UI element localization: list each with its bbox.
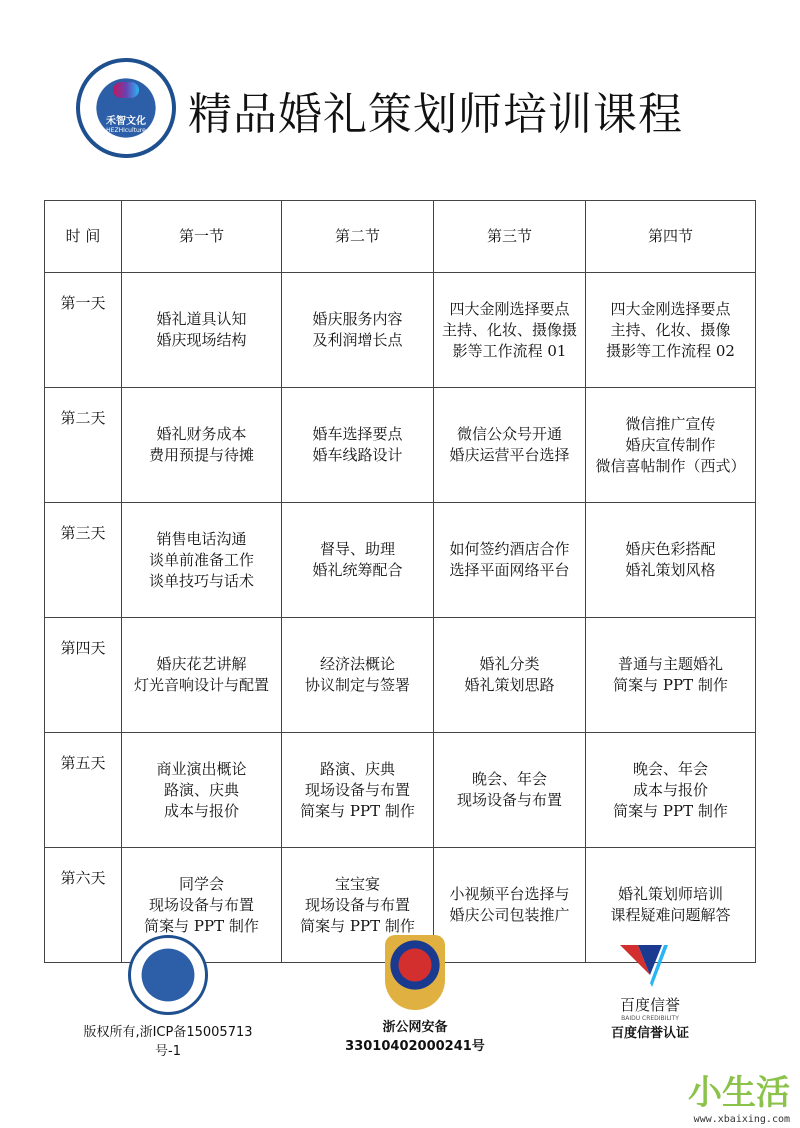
column-header: 时 间 — [45, 201, 122, 273]
session-line: 现场设备与布置 — [148, 895, 254, 914]
session-line: 婚庆色彩搭配 — [625, 540, 716, 558]
session-line: 费用预提与待摊 — [148, 446, 254, 464]
footer-copyright — [78, 935, 258, 1059]
session-line: 现场设备与布置 — [456, 791, 562, 809]
session-cell — [122, 388, 282, 503]
session-line: 课程疑难问题解答 — [610, 906, 731, 924]
session-line: 摄影等工作流程 02 — [606, 341, 735, 360]
session-line: 婚礼分类 — [479, 655, 540, 673]
session-line: 简案与 PPT 制作 — [613, 801, 728, 820]
session-line: 谈单技巧与话术 — [148, 571, 254, 590]
session-line: 小视频平台选择与 — [449, 885, 570, 903]
baidu-logo-en: BAIDU CREDIBILITY — [621, 1015, 679, 1022]
table-row — [45, 733, 756, 848]
session-cell — [282, 388, 434, 503]
company-badge-icon — [128, 935, 208, 1015]
session-line: 婚庆现场结构 — [156, 331, 247, 349]
session-cell — [586, 733, 756, 848]
session-line: 晚会、年会 — [632, 759, 708, 778]
session-line: 晚会、年会 — [471, 770, 547, 788]
session-line: 婚庆服务内容 — [312, 310, 403, 328]
session-cell — [122, 618, 282, 733]
session-line: 及利润增长点 — [312, 331, 403, 349]
session-line: 婚车线路设计 — [312, 446, 403, 464]
copyright-text: 版权所有,浙ICP备15005713号-1 — [83, 1025, 253, 1059]
baidu-credibility-icon — [620, 945, 680, 990]
session-line: 简案与 PPT 制作 — [144, 916, 259, 935]
session-line: 路演、庆典 — [319, 759, 395, 778]
session-line: 谈单前准备工作 — [148, 550, 254, 569]
session-line: 现场设备与布置 — [304, 780, 410, 799]
session-line: 四大金刚选择要点 — [449, 299, 570, 318]
session-line: 成本与报价 — [632, 780, 708, 799]
column-header: 第四节 — [586, 201, 756, 273]
session-cell — [282, 618, 434, 733]
session-line: 婚庆运营平台选择 — [449, 446, 570, 464]
watermark-url: www.xbaixing.com — [693, 1114, 790, 1125]
session-line: 主持、化妆、摄像摄 — [441, 320, 577, 339]
session-line: 主持、化妆、摄像 — [610, 320, 731, 339]
session-line: 商业演出概论 — [156, 759, 247, 778]
session-cell — [282, 503, 434, 618]
session-cell — [434, 503, 586, 618]
session-line: 协议制定与签署 — [304, 676, 410, 694]
column-header: 第二节 — [282, 201, 434, 273]
session-line: 销售电话沟通 — [156, 529, 247, 548]
session-line: 婚礼道具认知 — [156, 310, 247, 328]
session-line: 宝宝宴 — [334, 874, 380, 893]
logo-text-en: HEZHIculture — [106, 127, 146, 134]
day-cell: 第五天 — [45, 733, 122, 848]
session-line: 微信公众号开通 — [456, 425, 562, 443]
session-cell — [282, 273, 434, 388]
session-cell — [586, 503, 756, 618]
footer-baidu — [585, 945, 715, 1041]
session-line: 简案与 PPT 制作 — [300, 801, 415, 820]
session-line: 婚礼策划风格 — [625, 561, 716, 579]
session-line: 四大金刚选择要点 — [610, 299, 731, 318]
baidu-cert-text[interactable]: 百度信誉认证 — [610, 1026, 689, 1041]
police-record-text[interactable]: 浙公网安备 33010402000241号 — [345, 1020, 485, 1054]
table-row — [45, 388, 756, 503]
column-header: 第三节 — [434, 201, 586, 273]
footer-police — [320, 935, 510, 1054]
watermark-text: 小生活 — [688, 1073, 790, 1113]
logo-wave-icon — [113, 82, 139, 98]
session-line: 普通与主题婚礼 — [617, 655, 723, 673]
page-title: 精品婚礼策划师培训课程 — [188, 89, 683, 140]
session-line: 婚庆花艺讲解 — [156, 655, 247, 673]
session-cell — [434, 733, 586, 848]
day-cell: 第六天 — [45, 848, 122, 963]
day-cell: 第四天 — [45, 618, 122, 733]
session-line: 成本与报价 — [163, 801, 239, 820]
table-row — [45, 273, 756, 388]
watermark — [688, 1065, 790, 1125]
session-cell — [586, 388, 756, 503]
session-cell — [122, 273, 282, 388]
session-line: 简案与 PPT 制作 — [613, 676, 728, 694]
baidu-logo-text: 百度信誉 — [619, 996, 680, 1014]
session-line: 灯光音响设计与配置 — [133, 676, 269, 694]
session-line: 选择平面网络平台 — [449, 561, 570, 579]
company-logo — [76, 58, 176, 158]
session-line: 督导、助理 — [319, 540, 395, 558]
session-line: 婚礼财务成本 — [156, 425, 247, 443]
police-emblem-icon — [385, 935, 445, 1010]
session-cell — [434, 618, 586, 733]
session-cell — [122, 503, 282, 618]
session-cell — [282, 733, 434, 848]
session-line: 婚庆宣传制作 — [625, 435, 716, 454]
table-row — [45, 503, 756, 618]
logo-text: 禾智文化 — [106, 116, 146, 127]
session-cell — [434, 388, 586, 503]
session-line: 婚礼策划师培训 — [617, 885, 723, 903]
session-line: 简案与 PPT 制作 — [300, 916, 415, 935]
session-line: 微信喜帖制作（西式） — [595, 456, 746, 475]
session-cell — [122, 733, 282, 848]
day-cell: 第三天 — [45, 503, 122, 618]
session-line: 婚庆公司包装推广 — [449, 906, 570, 924]
session-line: 路演、庆典 — [163, 780, 239, 799]
session-line: 经济法概论 — [319, 655, 395, 673]
column-header: 第一节 — [122, 201, 282, 273]
session-cell — [586, 273, 756, 388]
session-line: 婚车选择要点 — [312, 425, 403, 443]
session-line: 现场设备与布置 — [304, 895, 410, 914]
session-line: 婚礼策划思路 — [464, 676, 555, 694]
session-cell — [434, 273, 586, 388]
day-cell: 第二天 — [45, 388, 122, 503]
session-line: 同学会 — [178, 874, 224, 893]
session-line: 如何签约酒店合作 — [449, 540, 570, 558]
session-line: 影等工作流程 01 — [452, 341, 567, 360]
session-line: 微信推广宣传 — [625, 414, 716, 433]
day-cell: 第一天 — [45, 273, 122, 388]
table-row — [45, 618, 756, 733]
session-cell — [586, 618, 756, 733]
course-schedule-table — [44, 200, 756, 963]
session-line: 婚礼统筹配合 — [312, 561, 403, 579]
